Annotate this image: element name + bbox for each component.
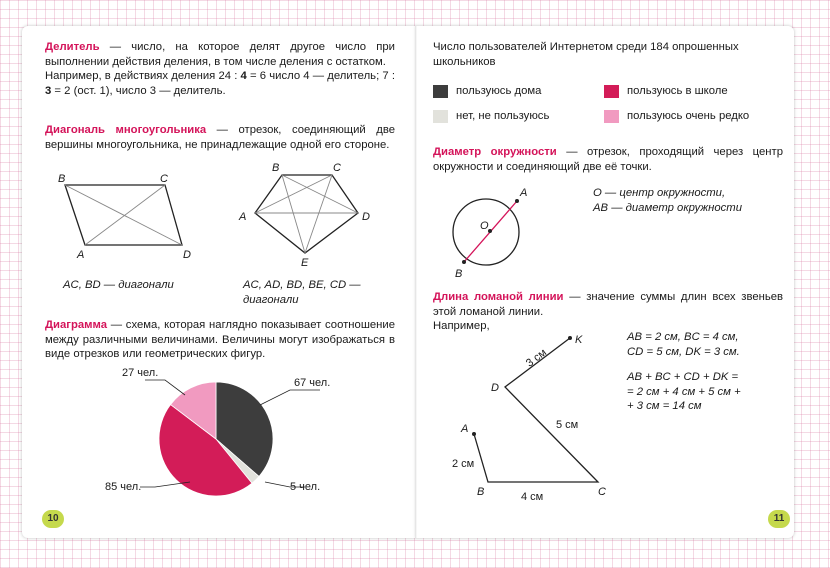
legend-label-home: пользуюсь дома (456, 85, 542, 97)
penta-label-a: A (239, 211, 247, 223)
point-a (515, 199, 519, 203)
diagram-term: Диаграмма (45, 319, 108, 331)
polyline-point-k (568, 336, 572, 340)
polyline-label-d: D (491, 382, 499, 394)
leader-line-67 (260, 390, 320, 405)
leader-line-27 (145, 380, 185, 395)
legend-label-school: пользуюсь в школе (627, 85, 728, 97)
circle-label-o: O (480, 220, 489, 232)
segment-label-dk: 3 см (524, 346, 549, 370)
penta-label-e: E (301, 257, 309, 269)
segment-label-ab: 2 см (452, 458, 475, 470)
polyline-calc: AB + BC + CD + DK = = 2 см + 4 см + 5 см + + 3 см = 14 см (627, 371, 741, 412)
pentagon-outline (255, 175, 358, 253)
diagonal-ac (85, 185, 165, 245)
diagonal-pbe (282, 175, 305, 253)
pie-value-label-rarely: 27 чел. (122, 367, 159, 379)
pie-value-label-home: 67 чел. (294, 377, 331, 389)
diameter-term: Диаметр окружности (433, 146, 557, 158)
diameter-note: O — центр окружности, AB — диаметр окружности (593, 187, 742, 214)
polyline-term: Длина ломаной линии (433, 291, 564, 303)
point-b (462, 260, 466, 264)
segment-label-bc: 4 см (521, 491, 544, 503)
polyline-definition: Длина ломаной линии — значение суммы длин всех звеньев этой ломаной линии. Например, (433, 291, 784, 332)
chart-title: Число пользователей Интернетом среди 184 опрошенных школьников (433, 41, 739, 68)
circle-label-b: B (455, 268, 463, 280)
quad-label-d: D (183, 249, 191, 261)
parallelogram-figure (65, 185, 182, 245)
pie-value-label-none: 5 чел. (290, 481, 321, 493)
divisor-term: Делитель (45, 41, 100, 53)
page-number-right: 11 (768, 510, 790, 528)
legend-label-rarely: пользуюсь очень редко (627, 110, 750, 122)
quad-label-b: B (58, 173, 66, 185)
diagonal-definition: Диагональ многоугольника — отрезок, соединяющий две вершины многоугольника, не принадлежащие одной его стороне. (45, 124, 395, 151)
pentagon-figure (255, 175, 358, 253)
penta-label-d: D (362, 211, 370, 223)
diagram-definition: Диаграмма — схема, которая наглядно показывает соотношение между различными величинами. Величины могут изображаться в виде отрезков или геометрических фигур. (45, 319, 395, 360)
polyline-label-c: C (598, 486, 606, 498)
quad-label-c: C (160, 173, 168, 185)
penta-label-b: B (272, 162, 280, 174)
polyline-label-b: B (477, 486, 485, 498)
penta-label-c: C (333, 162, 341, 174)
center-point (488, 229, 492, 233)
quad-caption: AC, BD — диагонали (63, 279, 174, 291)
circle-outline (453, 199, 519, 265)
polyline-label-a: A (461, 423, 469, 435)
circle-label-a: A (520, 187, 528, 199)
legend-label-none: нет, не пользуюсь (456, 110, 550, 122)
penta-caption: AC, AD, BD, BE, CD — диагонали (243, 279, 361, 306)
quad-label-a: A (77, 249, 85, 261)
page-number-left: 10 (42, 510, 64, 528)
diameter-definition: Диаметр окружности — отрезок, проходящий через центр окружности и соединяющий две её точки. (433, 146, 783, 173)
divisor-definition: Делитель — число, на которое делят другое число при выполнении действия деления, в том числе деления с остатком. Например, в действиях деления 24 : 4 = 6 число 4 — делитель; 7 : 3 = 2 (ост. 1), число 3 — делитель. (45, 41, 395, 97)
diagonal-term: Диагональ многоугольника (45, 124, 207, 136)
pie-chart (159, 382, 273, 496)
polyline-given: AB = 2 см, BC = 4 см, CD = 5 см, DK = 3 см. (627, 331, 740, 358)
circle-figure (453, 199, 519, 265)
pie-value-label-school: 85 чел. (105, 481, 142, 493)
segment-label-cd: 5 см (556, 419, 579, 431)
polyline-point-a (472, 432, 476, 436)
polyline-label-k: K (575, 334, 583, 346)
